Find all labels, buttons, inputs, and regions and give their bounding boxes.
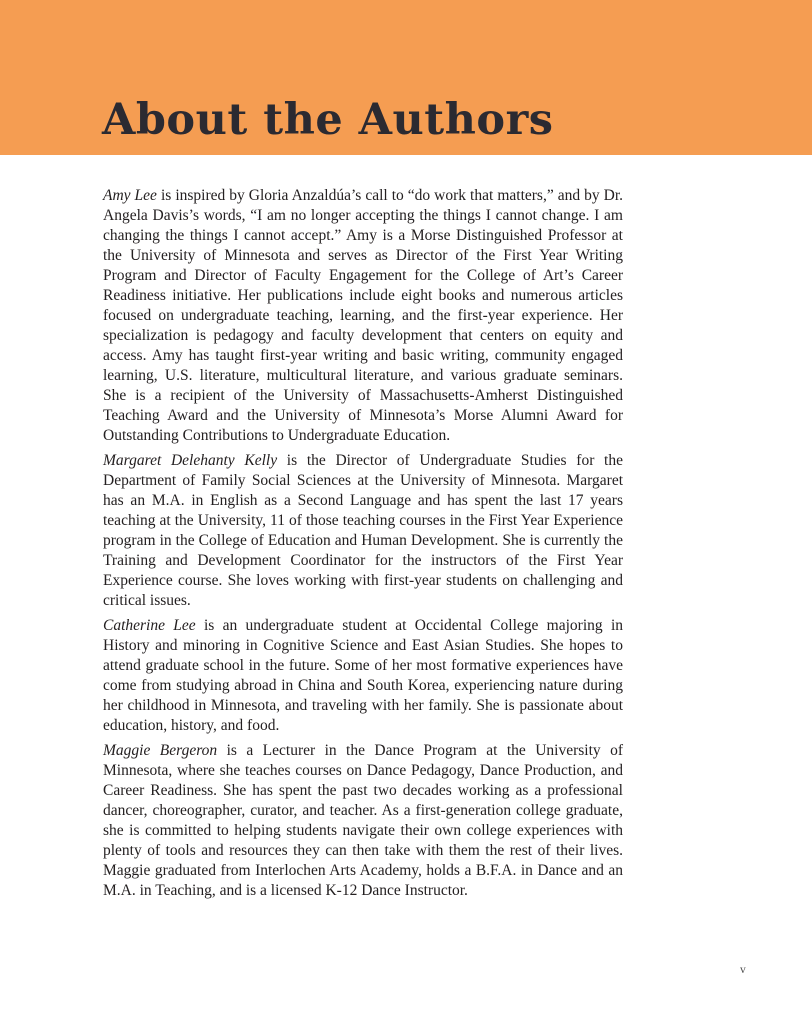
- page-number: v: [740, 964, 746, 976]
- author-paragraph: [103, 186, 623, 446]
- author-paragraph: [103, 616, 623, 736]
- author-bio-text: is the Director of Undergraduate Studies for the Department of Family Social Sciences at the University of Minnesota. Margaret has an M.A. in English as a Second Language and has spent the last 17 years teaching at the University, 11 of those teaching courses in the First Year Experience program in the College of Education and Human Development. She is currently the Training and Development Coordinator for the instructors of the First Year Experience course. She loves working with first-year students on challenging and critical issues.: [103, 452, 623, 609]
- author-bio-text: is a Lecturer in the Dance Program at the University of Minnesota, where she teaches courses on Dance Pedagogy, Dance Production, and Career Readiness. She has spent the past two decades working as a professional dancer, choreographer, curator, and teacher. As a first-generation college graduate, she is committed to helping students navigate their own college experiences with plenty of tools and resources they can then take with them the rest of their lives. Maggie graduated from Interlochen Arts Academy, holds a B.F.A. in Dance and an M.A. in Teaching, and is a licensed K-12 Dance Instructor.: [103, 742, 623, 899]
- author-bio-text: is inspired by Gloria Anzaldúa’s call to “do work that matters,” and by Dr. Angela Davis’s words, “I am no longer accepting the things I cannot change. I am changing the things I cannot accept.” Amy is a Morse Distinguished Professor at the University of Minnesota and serves as Director of the First Year Writing Program and Director of Faculty Engagement for the College of Art’s Career Readiness initiative. Her publications include eight books and numerous articles focused on undergraduate teaching, learning, and the first-year experience. Her specialization is pedagogy and faculty development that centers on equity and access. Amy has taught first-year writing and basic writing, community engaged learning, U.S. literature, multicultural literature, and various graduate seminars. She is a recipient of the University of Massachusetts-Amherst Distinguished Teaching Award and the University of Minnesota’s Morse Alumni Award for Outstanding Contributions to Undergraduate Education.: [103, 187, 624, 444]
- author-bio-text: is an undergraduate student at Occidental College majoring in History and minoring in Cognitive Science and East Asian Studies. She hopes to attend graduate school in the future. Some of her most formative experiences have come from studying abroad in China and South Korea, experiencing nature during her childhood in Minnesota, and traveling with her family. She is passionate about education, history, and food.: [103, 617, 623, 734]
- header-band: [0, 0, 812, 155]
- about-authors-content: [103, 186, 623, 906]
- author-name: Amy Lee: [103, 187, 157, 204]
- author-paragraph: [103, 741, 623, 901]
- author-name: Margaret Delehanty Kelly: [103, 452, 278, 469]
- author-name: Catherine Lee: [103, 617, 196, 634]
- author-name: Maggie Bergeron: [103, 742, 218, 759]
- page-title: About the Authors: [102, 95, 554, 145]
- author-paragraph: [103, 451, 623, 611]
